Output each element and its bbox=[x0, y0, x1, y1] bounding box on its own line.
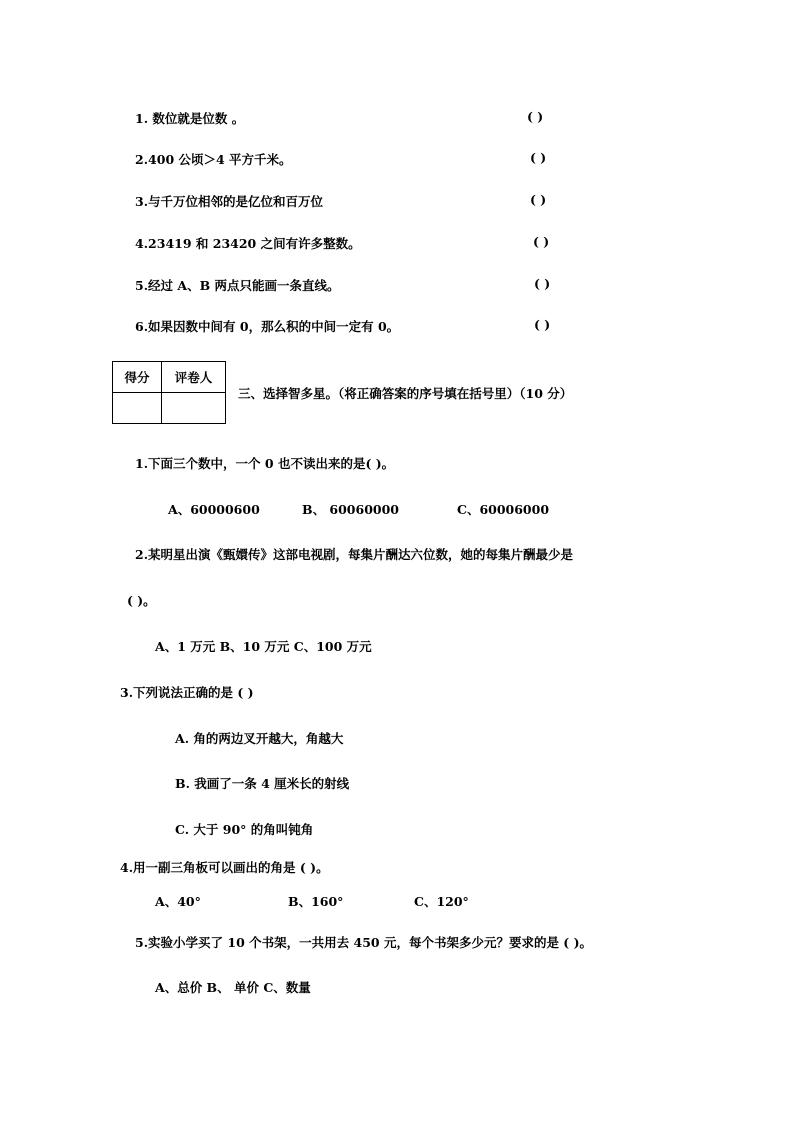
judge-answer-paren-5[interactable]: ( ) bbox=[534, 276, 551, 291]
judge-question-1: 1. 数位就是位数 。 bbox=[135, 111, 245, 126]
q4-option-c[interactable]: C、120° bbox=[414, 894, 469, 909]
judge-answer-paren-6[interactable]: ( ) bbox=[534, 317, 551, 332]
q3-option-a[interactable]: A. 角的两边叉开越大，角越大 bbox=[175, 731, 344, 746]
judge-question-5: 5.经过 A、B 两点只能画一条直线。 bbox=[135, 278, 340, 293]
section3-title: 三、选择智多星。（将正确答案的序号填在括号里）（10 分） bbox=[238, 386, 573, 401]
score-header: 得分 bbox=[113, 362, 162, 393]
judge-question-4: 4.23419 和 23420 之间有许多整数。 bbox=[135, 236, 361, 251]
q1-option-c[interactable]: C、60006000 bbox=[457, 502, 550, 517]
q4-option-a[interactable]: A、40° bbox=[155, 894, 201, 909]
judge-answer-paren-3[interactable]: ( ) bbox=[530, 192, 547, 207]
q2-answer-paren[interactable]: ( )。 bbox=[127, 593, 156, 608]
judge-answer-paren-4[interactable]: ( ) bbox=[533, 234, 550, 249]
grader-header: 评卷人 bbox=[162, 362, 226, 393]
q3-option-b[interactable]: B. 我画了一条 4 厘米长的射线 bbox=[175, 776, 350, 791]
q3-option-c[interactable]: C. 大于 90° 的角叫钝角 bbox=[175, 822, 314, 837]
judge-question-6: 6.如果因数中间有 0，那么积的中间一定有 0。 bbox=[135, 319, 400, 334]
score-table bbox=[112, 361, 226, 424]
choice-question-4: 4.用一副三角板可以画出的角是 ( )。 bbox=[120, 860, 329, 875]
grader-cell[interactable] bbox=[162, 393, 226, 424]
q2-options[interactable]: A、1 万元 B、10 万元 C、100 万元 bbox=[155, 639, 372, 654]
judge-question-2: 2.400 公顷＞4 平方千米。 bbox=[135, 152, 292, 167]
choice-question-3: 3.下列说法正确的是 ( ) bbox=[120, 685, 254, 700]
score-cell[interactable] bbox=[113, 393, 162, 424]
q1-option-b[interactable]: B、 60060000 bbox=[302, 502, 399, 517]
q1-option-a[interactable]: A、60000600 bbox=[168, 502, 260, 517]
choice-question-2: 2.某明星出演《甄嬛传》这部电视剧，每集片酬达六位数，她的每集片酬最少是 bbox=[135, 547, 574, 562]
q5-options[interactable]: A、总价 B、 单价 C、数量 bbox=[155, 980, 311, 995]
judge-answer-paren-1[interactable]: ( ) bbox=[527, 109, 544, 124]
judge-question-3: 3.与千万位相邻的是亿位和百万位 bbox=[135, 194, 324, 209]
q4-option-b[interactable]: B、160° bbox=[288, 894, 344, 909]
choice-question-5: 5.实验小学买了 10 个书架，一共用去 450 元，每个书架多少元？要求的是 ( )。 bbox=[135, 935, 592, 950]
judge-answer-paren-2[interactable]: ( ) bbox=[530, 150, 547, 165]
choice-question-1: 1.下面三个数中，一个 0 也不读出来的是( )。 bbox=[135, 456, 395, 471]
